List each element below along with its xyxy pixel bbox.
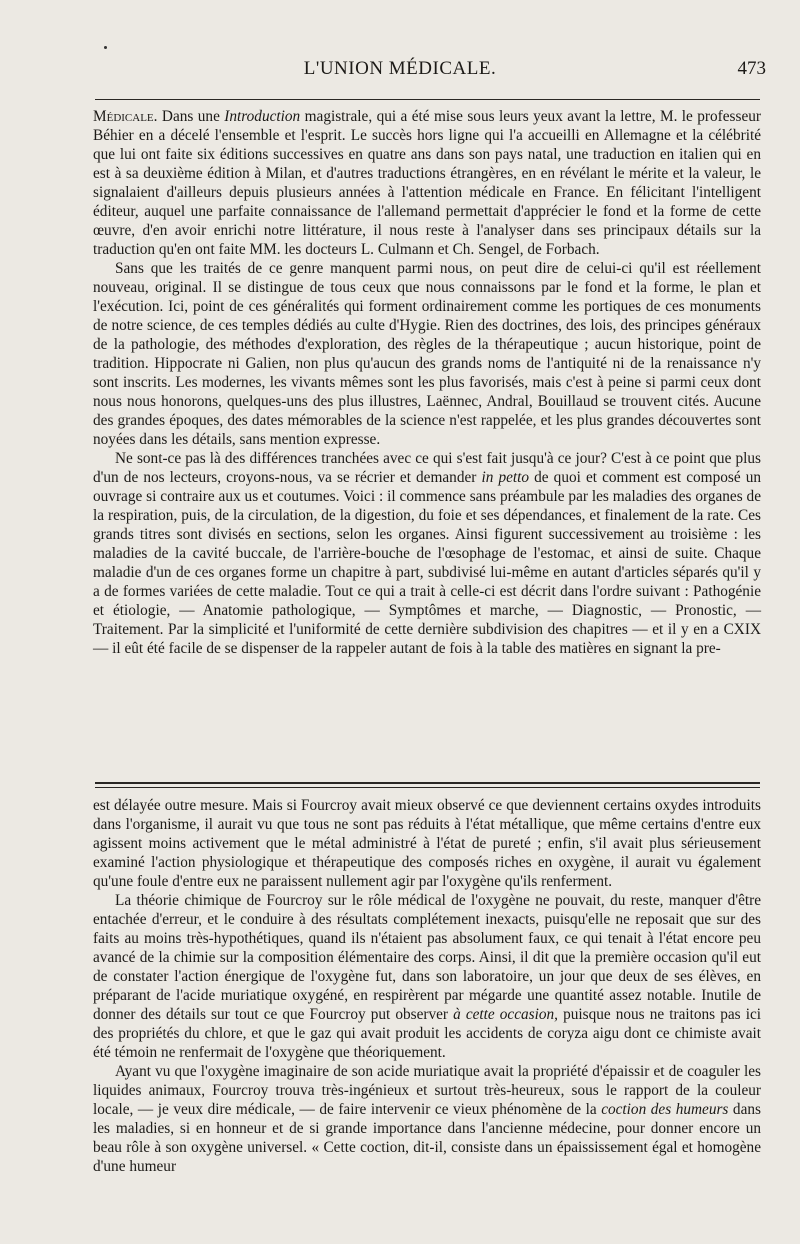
italic-phrase: coction des humeurs	[601, 1101, 729, 1118]
paragraph: est délayée outre mesure. Mais si Fourcroy avait mieux observé ce que deviennent certains oxydes introduits dans l'organisme, il aurait vu que tous ne sont pas réduits à l'état métallique, que même certains d'entre eux agissent moins activement que le métal administré à l'état de pureté ; enfin, s'il avait plus sérieusement examiné l'action physiologique et thérapeutique des composés riches en oxygène, il aurait vu également qu'une foule d'entre eux ne paraissent nullement agir par l'oxygène qu'ils renferment.	[93, 797, 761, 890]
page-number: 473	[737, 58, 766, 79]
paragraph: Médicale. Dans une Introduction magistrale, qui a été mise sous leurs yeux avant la lettre, M. le professeur Béhier en a décelé l'ensemble et l'esprit. Le succès hors ligne qui l'a accueilli en Allemagne et la célébrité que lui ont faite six éditions successives en quatre ans dans son pays natal, une traduction en italien qui en est à sa deuxième édition à Milan, et d'autres traductions étrangères, en en révélant le mérite et la valeur, le signalaient d'ailleurs depuis plusieurs années à l'attention médicale en France. En félicitant l'intelligent éditeur, auquel une parfaite connaissance de l'allemand permettait d'apprécier le fond et la forme de cette œuvre, d'en avoir enrichi notre littérature, il nous reste à l'analyser dans ses principaux détails sur la traduction qu'en ont faite MM. les docteurs L. Culmann et Ch. Sengel, de Forbach.	[93, 108, 761, 258]
paragraph: Ne sont-ce pas là des différences tranchées avec ce qui s'est fait jusqu'à ce jour? C'est à ce point que plus d'un de nos lecteurs, croyons-nous, va se récrier et demander in petto de quoi et comment est composé un ouvrage si contraire aux us et coutumes. Voici : il commence sans préambule par les maladies des organes de la respiration, puis, de la circulation, de la digestion, du foie et ses dépendances, et finalement de la rate. Ces grands titres sont divisés en sections, selon les organes. Ainsi figurent successivement au troisième : les maladies de la cavité buccale, de l'arrière-bouche de l'œsophage de l'estomac, et ainsi de suite. Chaque maladie d'un de ces organes forme un chapitre à part, subdivisé lui-même en autant d'articles séparés qu'il y a de formes variées de cette maladie. Tout ce qui a trait à celle-ci est décrit dans l'ordre suivant : Pathogénie et étiologie, — Anatomie pathologique, — Symptômes et marche, — Diagnostic, — Pronostic, — Traitement. Par la simplicité et l'uniformité de cette dernière subdivision des chapitres — et il y en a CXIX — il eût été facile de se dispenser de la rappeler autant de fois à la table des matières en signant la pre-	[93, 450, 762, 657]
italic-phrase: à cette occasion,	[453, 1006, 558, 1023]
paragraph: La théorie chimique de Fourcroy sur le rôle médical de l'oxygène ne pouvait, du reste, manquer d'être entachée d'erreur, et le conduire à des résultats complétement inexacts, puisqu'elle ne reposait que sur des faits au moins très-hypothétiques, quand ils n'étaient pas absolument faux, ce qui tenait à l'état encore peu avancé de la chimie sur la composition élémentaire des corps. Ainsi, il dit que la première occasion qu'il eut de constater l'action énergique de l'oxygène fut, dans son laboratoire, un jour que deux de ses élèves, en préparant de l'acide muriatique oxygéné, en respirèrent par mégarde une quantité assez notable. Inutile de donner des détails sur tout ce que Fourcroy put observer à cette occasion, puisque nous ne traitons pas ici des propriétés du chlore, et que le gaz qui avait produit les accidents de coryza aigu dont ce chimiste avait été témoin ne renfermait de l'oxygène que théoriquement.	[93, 892, 761, 1061]
running-header	[0, 58, 800, 88]
printing-speck	[104, 46, 107, 49]
article-review	[93, 107, 761, 658]
journal-title: L'UNION MÉDICALE.	[303, 58, 497, 79]
run-in-lead: Médicale.	[93, 108, 158, 125]
section-divider	[95, 782, 760, 784]
section-divider-thin	[95, 787, 760, 788]
paragraph: Sans que les traités de ce genre manquent parmi nous, on peut dire de celui-ci qu'il est réellement nouveau, original. Il se distingue de tous ceux que nous connaissons par le fond et la forme, le plan et l'exécution. Ici, point de ces généralités qui forment ordinairement comme les portiques de ces monuments de notre science, de ces temples dédiés au culte d'Hygie. Rien des doctrines, des lois, des principes généraux de la pathologie, des méthodes d'exploration, des règles de la thérapeutique ; aucun historique, point de tradition. Hippocrate ni Galien, non plus qu'aucun des grands noms de l'antiquité ni de la renaissance n'y sont inscrits. Les modernes, les vivants mêmes sont les plus favorisés, mais c'est à peine si parmi ceux dont nous nous honorons, quelques-uns des plus illustres, Laënnec, Andral, Bouillaud se trouvent cités. Aucune des grandes époques, des dates mémorables de la science n'est rappelée, et les plus grandes découvertes sont noyées dans les détails, sans mention expresse.	[93, 260, 761, 448]
paragraph: Ayant vu que l'oxygène imaginaire de son acide muriatique avait la propriété d'épaissir et de coaguler les liquides animaux, Fourcroy trouva très-ingénieux et surtout très-heureux, sous le rapport de la couleur locale, — je veux dire médicale, — de faire intervenir ce vieux phénomène de la coction des humeurs dans les maladies, si en honneur et de si grande importance dans l'ancienne médecine, pour donner encore un beau rôle à son oxygène universel. « Cette coction, dit-il, consiste dans un épaississement égal et homogène d'une humeur	[93, 1063, 761, 1175]
header-rule	[95, 99, 760, 100]
article-feuilleton	[93, 796, 761, 1176]
italic-phrase: in petto	[481, 469, 530, 486]
italic-title: Introduction	[224, 108, 301, 125]
